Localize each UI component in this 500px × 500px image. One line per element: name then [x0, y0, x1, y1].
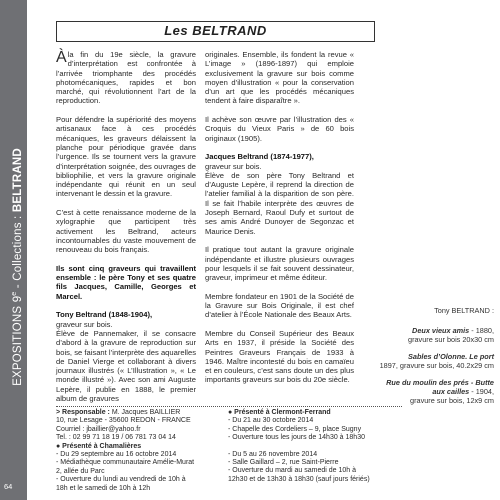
paragraph-bold: Ils sont cinq graveurs qui travaillent ensemble : le père Tony et ses quatre fils Jacques, Camille, Georges et Marcel.	[56, 263, 196, 301]
page-title: Les BELTRAND	[56, 21, 375, 42]
left-column	[56, 50, 196, 413]
page-number: 64	[4, 482, 13, 491]
info-left: > Responsable : M. Jacques BAILLIER 10, rue Lesage - 35600 REDON - FRANCE Courriel : jbaillier@yahoo.fr Tel. : 02 99 71 18 19 / 06 781 73 04 14 ● Présenté à Chamalières - Du 29 septembre au 16 octobre 2014 - Médiathèque communautaire Amélie-Murat 2, allée du Parc - Ouverture du lundi au vendredi de 10h à 18h et le samedi de 10h à 12h	[56, 409, 206, 493]
bio-heading: Tony Beltrand (1848-1904),	[56, 310, 153, 320]
paragraph: Pour défendre la supériorité des moyens artisanaux face à ces procédés mécaniques, les graveurs délaissent la planche pour périodique gravée dans l’urgence. Ils se tournent vers la gravure d’interprétation soignée, des ouvrages de bibliophilie, et vers la gravure originale indépendante qui réunit en un seul intervenant le dessin et la gravure.	[56, 115, 196, 199]
paragraph: Il achève son œuvre par l’illustration des « Croquis du Vieux Paris » de 60 bois originaux (1905).	[205, 115, 354, 143]
divider	[56, 406, 402, 407]
middle-column	[205, 50, 354, 394]
side-band	[0, 0, 27, 500]
bio-subheading: graveur sur bois.	[56, 319, 113, 329]
side-label: EXPOSITIONS 9e - Collections : BELTRAND	[11, 148, 24, 386]
artist-name: Tony BELTRAND :	[434, 306, 494, 315]
venue-heading: ● Présenté à Clermont-Ferrand	[228, 409, 331, 416]
artworks-list	[372, 306, 494, 413]
paragraph: Il pratique tout autant la gravure originale indépendante et illustre plusieurs ouvrages pour lesquels il se fait souvent dessinateur, graveur, imprimeur et même éditeur.	[205, 245, 354, 283]
email-link[interactable]: Courriel : jbaillier@yahoo.fr	[56, 425, 141, 433]
venue-heading: ● Présenté à Chamalières	[56, 442, 142, 450]
artwork-item: Deux vieux amis - 1880, gravure sur bois 20x30 cm	[408, 326, 494, 344]
paragraph: originales. Ensemble, ils fondent la revue « L’image » (1896-1897) qui emploie exclusivement la gravure sur bois comme moyen d’illustration « pour la conservation d’un art que les procédés mécaniques tendent à faire disparaître ».	[205, 50, 354, 106]
bio-heading: Jacques Beltrand (1874-1977),	[205, 152, 314, 162]
bio-subheading: graveur sur bois.	[205, 161, 262, 171]
artwork-item: Rue du moulin des prés - Butte aux cailles - 1904, gravure sur bois, 12x9 cm	[386, 378, 494, 405]
paragraph: Membre fondateur en 1901 de la Société de la Gravure sur Bois Originale, il est chef d’atelier à l’École Nationale des Beaux Arts.	[205, 291, 354, 320]
artwork-item: Sables d’Olonne. Le port 1897, gravure sur bois, 40.2x29 cm	[379, 352, 494, 370]
paragraph: Membre du Conseil Supérieur des Beaux Arts en 1937, il préside la Société des Peintres Graveurs Français de 1933 à 1946. Maître incontesté du bois en camaïeu et en couleurs, c’est sans doute un des plus importants graveurs sur bois du 20e siècle.	[205, 328, 354, 385]
paragraph: Àla fin du 19e siècle, la gravure d’interprétation est confrontée à l’arrivée triomphante des procédés photomécaniques, rapides et bon marché, qui révolutionnent l’art de la reproduction.	[56, 49, 196, 106]
info-right: ● Présenté à Clermont-Ferrand - Du 21 au 30 octobre 2014 - Chapelle des Cordeliers – 9, place Sugny - Ouverture tous les jours de 14h30 à 18h30 - Du 5 au 26 novembre 2014 - Salle Gaillard – 2, rue Saint-Pierre - Ouverture du mardi au samedi de 10h à 12h30 et de 13h30 à 18h30 (sauf jours fériés)	[228, 409, 403, 484]
paragraph: C’est à cette renaissance moderne de la xylographie que participent très activement les Beltrand, acteurs incontournables du vaste mouvement de renouveau du bois français.	[56, 208, 196, 255]
paragraph: Élève de Pannemaker, il se consacre d’abord à la gravure de reproduction sur bois, se faisant l’interprète des aquarelles de Daniel Vierge et collaborant à divers journaux illustrés (« L’Illustration », « Le monde illustré »). Avec son ami Auguste Lepère, il publie en 1888, le premier album de gravures	[56, 328, 196, 403]
paragraph: Élève de son père Tony Beltrand et d’Auguste Lepère, il reprend la direction de l’atelier familial à la disparition de son père. Il se fait l’habile interprète des œuvres de Joseph Bernard, Raoul Dufy et surtout de ses amis André Dunoyer de Segonzac et Maurice Denis.	[205, 170, 354, 236]
